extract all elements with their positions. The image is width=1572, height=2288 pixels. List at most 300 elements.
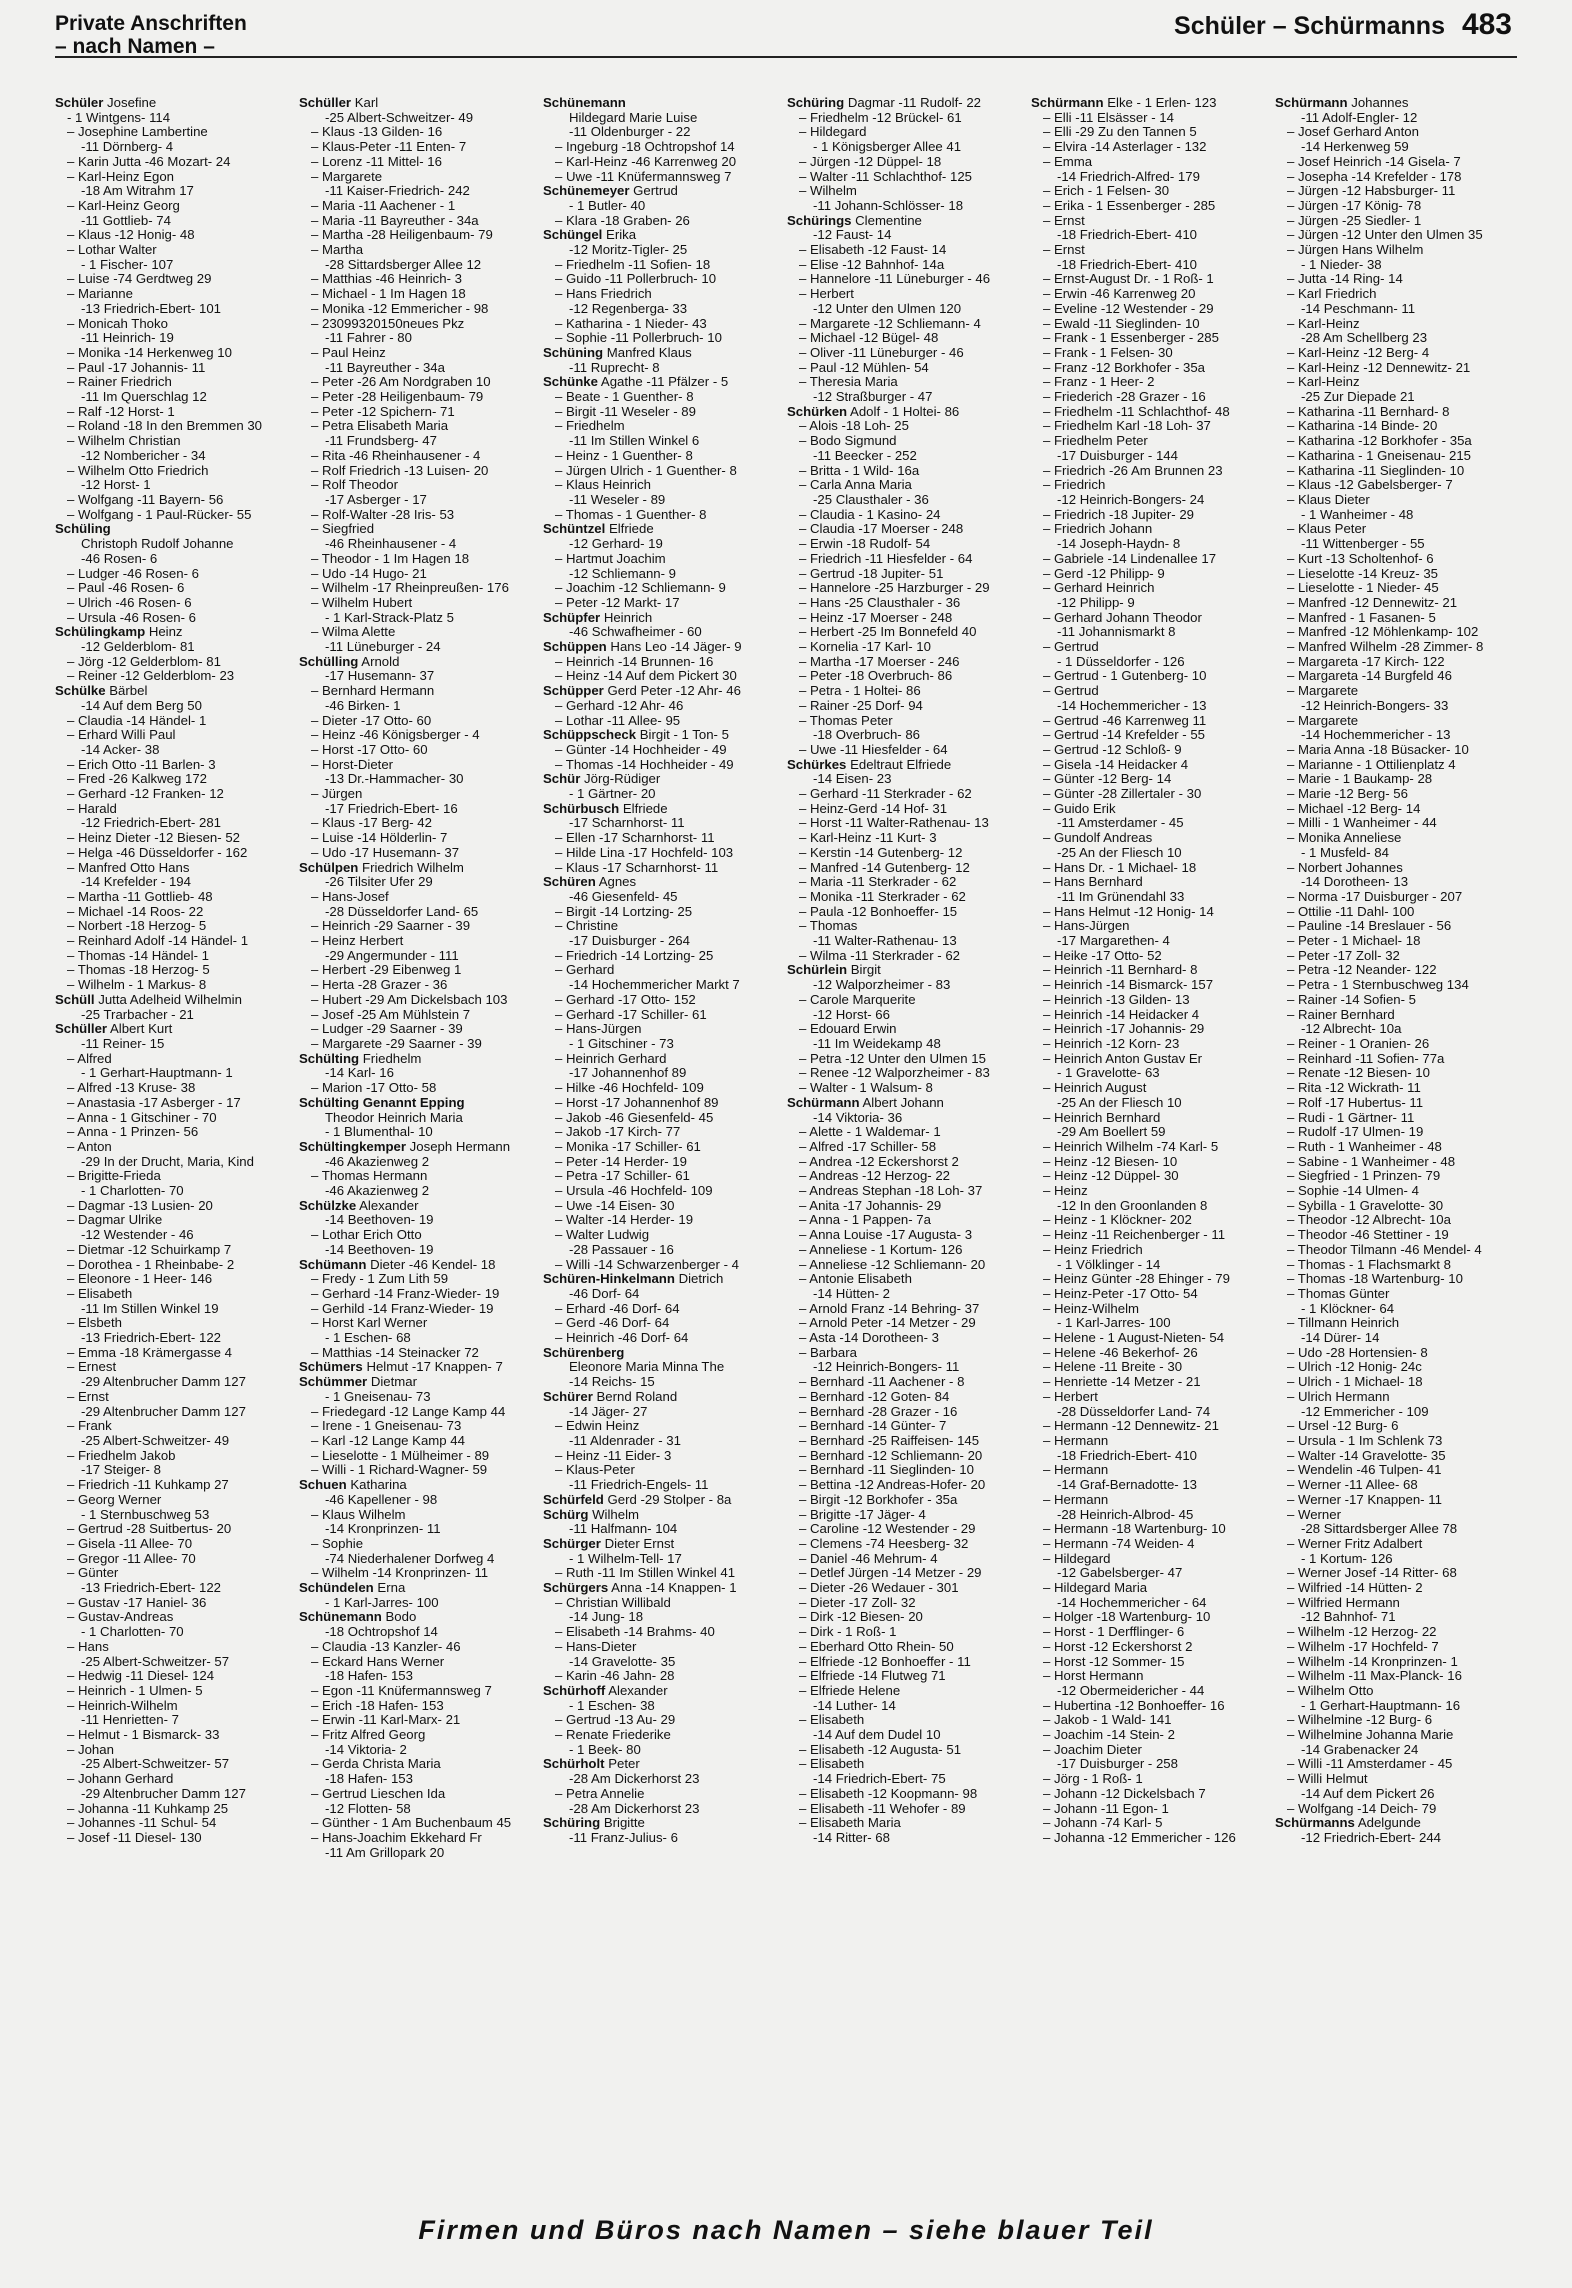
listing-line: – Gustav-Andreas [67,1609,174,1625]
address-line: -29 Altenbrucher Damm 127 [81,1374,246,1390]
listing-line: – Alette - 1 Waldemar- 1 [799,1124,941,1140]
address-line: -18 Friedrich-Ebert- 410 [1057,227,1197,243]
listing-line: – Roland -18 In den Bremmen 30 [67,418,262,434]
listing-line: – Hermann -18 Wartenburg- 10 [1043,1521,1226,1537]
listing-line: – Friedrich -14 Lortzing- 25 [555,947,714,963]
listing-line: – Josef -11 Diesel- 130 [67,1829,202,1845]
listing-line: – Rainer -14 Sofien- 5 [1287,991,1417,1007]
address-line: -25 Albert-Schweitzer- 57 [81,1653,230,1669]
address-line: -28 Sittardsberger Allee 78 [1301,1521,1458,1537]
header-rule [55,56,1517,58]
surname: Schürgers [543,1580,609,1596]
listing-line: – Ulrich -12 Honig- 24c [1287,1359,1422,1375]
surname-entry [543,228,783,243]
address-line: -18 Hafen- 153 [325,1668,413,1684]
listing-line: – Johanna -11 Kuhkamp 25 [67,1800,229,1816]
listing-line: – Friedhelm Peter [1043,433,1148,449]
entry-text: Wilhelm [592,1506,639,1522]
listing-line: – Thomas Günter [1287,1285,1390,1301]
listing-line: – Gertrud -28 Suitbertus- 20 [67,1521,232,1537]
listing-line: – Monika -12 Emmericher - 98 [311,300,489,316]
surname-entry [543,1684,783,1699]
listing-line: – Rainer Friedrich [67,374,172,390]
entry-text: Bärbel [109,683,148,699]
listing-line: – Johann -11 Egon- 1 [1043,1800,1169,1816]
address-line: -46 Schwafheimer - 60 [569,624,702,640]
listing-line: – Norbert Johannes [1287,859,1403,875]
listing-line: – Jakob - 1 Wald- 141 [1043,1712,1172,1728]
address-line: - 1 Musfeld- 84 [1301,844,1389,860]
address-line: - 1 Karl-Jarres- 100 [1057,1315,1171,1331]
surname: Schürger [543,1535,601,1551]
address-line: -14 Hochemmericher - 13 [1301,727,1451,743]
entry-text: Erna [377,1580,406,1596]
listing-line: – Bernhard -12 Goten- 84 [799,1388,950,1404]
surname-entry [299,1052,539,1067]
listing-line: – Josepha -14 Krefelder - 178 [1287,168,1462,184]
listing-line: – Wilhelm -17 Rheinpreußen- 176 [311,580,509,596]
surname-entry [543,611,783,626]
listing-line: – Heinz -12 Biesen- 10 [1043,1153,1178,1169]
entry-text: Albert Johann [862,1094,944,1110]
listing-line: – Milli - 1 Wanheimer - 44 [1287,815,1437,831]
listing-line: – Anastasia -17 Asberger - 17 [67,1094,241,1110]
surname: Schür [543,771,581,787]
listing-line: – Erhard -46 Dorf- 64 [555,1300,680,1316]
listing-line: – Elli -29 Zu den Tannen 5 [1043,124,1197,140]
listing-line: – Klara -18 Graben- 26 [555,212,690,228]
listing-line: – Elisabeth -11 Wehofer - 89 [799,1800,966,1816]
surname: Schüngel [543,227,603,243]
entry-text: Joseph Hermann [409,1138,511,1154]
address-line: -14 Auf dem Berg 50 [81,697,202,713]
listing-line: – Hartmut Joachim [555,550,666,566]
listing-line: – Peter -12 Spichern- 71 [311,403,455,419]
address-line: -13 Friedrich-Ebert- 101 [81,300,221,316]
section-heading [55,12,247,58]
listing-line: – Wilfried Hermann [1287,1594,1400,1610]
address-line: -17 Johannenhof 89 [569,1065,687,1081]
listing-line: – Willi Helmut [1287,1771,1368,1787]
listing-line: – Gerhard -11 Sterkrader - 62 [799,786,972,802]
listing-line: – Georg Werner [67,1491,162,1507]
listing-line: – Ralf -12 Horst- 1 [67,403,175,419]
listing-line: – Bernhard -11 Aachener - 8 [799,1374,965,1390]
listing-line: – Karl-Heinz -46 Karrenweg 20 [555,153,737,169]
address-line: -12 In den Groonlanden 8 [1057,1197,1208,1213]
listing-line: – Renate Friederike [555,1727,671,1743]
page-number: 483 [1461,8,1512,41]
surname-entry [543,684,783,699]
listing-line: – Heinz -12 Düppel- 30 [1043,1168,1179,1184]
listing-line: – Wolfgang - 1 Paul-Rücker- 55 [67,506,252,522]
listing-line: – Wilhelm [799,183,857,199]
surname-entry [543,522,783,537]
listing-line: – Werner Josef -14 Ritter- 68 [1287,1565,1457,1581]
listing-line: – Maria -11 Bayreuther - 34a [311,212,479,228]
listing-line: – Jürgen -12 Düppel- 18 [799,153,942,169]
address-line: -17 Asberger - 17 [325,491,427,507]
surname-entry [543,1493,783,1508]
listing-line: – Dagmar -13 Lusien- 20 [67,1197,213,1213]
surname-entry [299,96,539,111]
listing-line: – Karl-Heinz [1287,315,1360,331]
listing-line: – Norbert -18 Herzog- 5 [67,918,207,934]
listing-line: – Elisabeth Maria [799,1815,901,1831]
entry-text: Karl [354,96,379,110]
listing-line: – Renate -12 Biesen- 10 [1287,1065,1430,1081]
listing-line: – Hans-Jürgen [555,1021,642,1037]
listing-line: – Hermann [1043,1491,1109,1507]
listing-line: – Kornelia -17 Karl- 10 [799,639,931,655]
listing-line: – Carla Anna Maria [799,477,912,493]
surname-entry [543,184,783,199]
surname: Schürken [787,403,848,419]
entry-text: Dieter Ernst [604,1535,675,1551]
surname: Schüll [55,991,95,1007]
address-line: -12 Heinrich-Bongers- 33 [1301,697,1449,713]
listing-line: – Anton [67,1138,112,1154]
listing-line: – Bernhard -25 Raiffeisen- 145 [799,1432,980,1448]
listing-line: – Ulrich - 1 Michael- 18 [1287,1374,1423,1390]
listing-line: – Elisabeth -12 Faust- 14 [799,242,947,258]
surname: Schürlein [787,962,848,978]
listing-line: – Anita -17 Johannis- 29 [799,1197,942,1213]
surname-entry [299,1360,539,1375]
listing-line: – Peter - 1 Michael- 18 [1287,933,1421,949]
address-line: -12 Horst- 66 [813,1006,890,1022]
listing-line: – Bettina -12 Andreas-Hofer- 20 [799,1477,986,1493]
address-line: - 1 Karl-Jarres- 100 [325,1594,439,1610]
address-line: -11 Aldenrader - 31 [569,1432,681,1448]
directory-column [787,96,1031,1860]
listing-line: – Friedhelm -11 Sofien- 18 [555,256,711,272]
listing-line: – Wilhelm -12 Herzog- 22 [1287,1624,1437,1640]
listing-line: – Wilma Alette [311,624,396,640]
address-line: -11 Ruprecht- 8 [569,359,660,375]
entry-text: Heinz [148,624,183,640]
listing-line: – Jutta -14 Ring- 14 [1287,271,1403,287]
entry-text: Dagmar -11 Rudolf- 22 [847,96,981,110]
listing-line: – Kerstin -14 Gutenberg- 12 [799,844,963,860]
surname: Schuen [299,1477,347,1493]
surname-entry [543,375,783,390]
surname: Schüppscheck [543,727,637,743]
listing-line: – Ursula - 1 Im Schlenk 73 [1287,1432,1443,1448]
address-line: -28 Heinrich-Albrod- 45 [1057,1506,1194,1522]
address-line: -17 Duisburger - 258 [1057,1756,1178,1772]
address-line: -14 Kronprinzen- 11 [325,1521,441,1537]
surname-entry [787,96,1027,111]
listing-line: – Dirk -12 Biesen- 20 [799,1609,923,1625]
listing-line: – Peter -18 Overbruch- 86 [799,668,953,684]
entry-text: Clementine [855,212,922,228]
surname-entry [787,1096,1027,1111]
address-line: -17 Steiger- 8 [81,1462,161,1478]
listing-line: – Manfred -12 Dennewitz- 21 [1287,594,1458,610]
listing-line: – Rainer -25 Dorf- 94 [799,697,923,713]
listing-line: – Ingeburg -18 Ochtropshof 14 [555,139,735,155]
listing-line: – Elfriede -12 Bonhoeffer - 11 [799,1653,971,1669]
listing-line: – Erika - 1 Essenberger - 285 [1043,197,1216,213]
listing-line: – Willi - 1 Richard-Wagner- 59 [311,1462,488,1478]
entry-text: Dietmar [370,1374,418,1390]
listing-line: – Jürgen -12 Habsburger- 11 [1287,183,1456,199]
listing-line: – Helene -46 Bekerhof- 26 [1043,1344,1198,1360]
address-line: -14 Eisen- 23 [813,771,892,787]
address-line: -11 Fahrer - 80 [325,330,412,346]
address-line: -12 Friedrich-Ebert- 244 [1301,1829,1441,1845]
listing-line: – Fredy - 1 Zum Lith 59 [311,1271,449,1287]
listing-line: – Christian Willibald [555,1594,671,1610]
listing-line: – Dieter -17 Zoll- 32 [799,1594,916,1610]
listing-line: – Wolfgang -14 Deich- 79 [1287,1800,1437,1816]
address-line: -12 Heinrich-Bongers- 11 [813,1359,960,1375]
listing-line: – Gerhild -14 Franz-Wieder- 19 [311,1300,494,1316]
address-line: -46 Akazienweg 2 [325,1183,430,1199]
address-line: -28 Passauer - 16 [569,1241,674,1257]
listing-line: – Guido Erik [1043,800,1116,816]
address-line: Hildegard Marie Luise [569,109,698,125]
surname: Schünemann [543,96,626,110]
listing-line: – Anna Louise -17 Augusta- 3 [799,1227,973,1243]
address-line: - 1 Butler- 40 [569,197,646,213]
listing-line: – Klaus Peter [1287,521,1367,537]
surname: Schürmanns [1275,1815,1355,1831]
listing-line: – Anneliese - 1 Kortum- 126 [799,1241,963,1257]
address-line: - 1 Wanheimer - 48 [1301,506,1414,522]
address-line: - 1 Klöckner- 64 [1301,1300,1395,1316]
listing-line: – Anna - 1 Prinzen- 56 [67,1124,199,1140]
surname: Schüpfer [543,609,601,625]
listing-line: – Jürgen -25 Siedler- 1 [1287,212,1422,228]
listing-line: – Martha -28 Heiligenbaum- 79 [311,227,493,243]
entry-text: Dietrich [678,1271,724,1287]
surname: Schürings [787,212,852,228]
listing-line: – Friedhelm [555,418,625,434]
listing-line: – Hildegard Maria [1043,1580,1148,1596]
listing-line: – Peter -12 Markt- 17 [555,594,680,610]
listing-line: – Maria -11 Aachener - 1 [311,197,456,213]
listing-line: – Horst - 1 Derfflinger- 6 [1043,1624,1185,1640]
listing-line: – Rolf -17 Hubertus- 11 [1287,1094,1424,1110]
listing-line: – Willi -11 Amsterdamer - 45 [1287,1756,1453,1772]
address-line: -46 Birken- 1 [325,697,401,713]
address-line: -11 Henrietten- 7 [81,1712,179,1728]
address-line: -12 Gelderblom- 81 [81,639,195,655]
surname: Schüntzel [543,521,606,537]
listing-line: – Gertrud Lieschen Ida [311,1785,446,1801]
surname-entry [543,346,783,361]
surname-entry [1031,96,1271,111]
address-line: -46 Akazienweg 2 [325,1153,430,1169]
listing-line: – Christine [555,918,619,934]
listing-line: – Lorenz -11 Mittel- 16 [311,153,442,169]
listing-line: – Katharina -11 Sieglinden- 10 [1287,462,1465,478]
address-line: -12 Obermeidericher - 44 [1057,1682,1205,1698]
directory-column [55,96,299,1860]
address-line: - 1 Gneisenau- 73 [325,1388,431,1404]
entry-text: Katharina [350,1477,407,1493]
listing-line: – Helene -11 Breite - 30 [1043,1359,1183,1375]
address-line: -11 Am Grillopark 20 [325,1844,445,1860]
address-line: -14 Krefelder - 194 [81,874,191,890]
entry-text: Peter [608,1756,640,1772]
listing-line: – Gertrud -14 Krefelder - 55 [1043,727,1205,743]
listing-line: – Gisela -11 Allee- 70 [67,1535,193,1551]
listing-line: – Jürgen Hans Wilhelm [1287,242,1424,258]
listing-line: – Walter - 1 Walsum- 8 [799,1080,933,1096]
listing-line: – Britta - 1 Wild- 16a [799,462,920,478]
address-line: -12 Gabelsberger- 47 [1057,1565,1183,1581]
listing-line: – Bernhard Hermann [311,683,435,699]
listing-line: – Klaus -12 Gabelsberger- 7 [1287,477,1453,493]
listing-line: – Thomas - 1 Guenther- 8 [555,506,707,522]
listing-line: – Elisabeth [67,1285,133,1301]
listing-line: – Michael -12 Berg- 14 [1287,800,1421,816]
listing-line: – Helene - 1 August-Nieten- 54 [1043,1330,1225,1346]
address-line: -46 Rheinhausener - 4 [325,536,457,552]
address-line: -11 Reiner- 15 [81,1036,165,1051]
surname-entry [543,802,783,817]
listing-line: – Gertrud [1043,683,1099,699]
listing-line: – Erhard Willi Paul [67,727,176,743]
address-line: - 1 Wilhelm-Tell- 17 [569,1550,682,1566]
listing-line: – Hans Dr. - 1 Michael- 18 [1043,859,1197,875]
address-line: -12 Schliemann- 9 [569,565,677,581]
listing-line: – Gerhard Heinrich [1043,580,1155,596]
listing-line: – Gertrud [1043,639,1099,655]
listing-line: – Andrea -12 Eckershorst 2 [799,1153,959,1169]
page-header [1174,8,1512,42]
listing-line: – Rolf Friedrich -13 Luisen- 20 [311,462,489,478]
address-line: -25 Trarbacher - 21 [81,1006,194,1022]
listing-line: – Heinrich August [1043,1080,1147,1096]
listing-line: – Friedhelm -11 Schlachthof- 48 [1043,403,1230,419]
listing-line: – Birgit -11 Weseler - 89 [555,403,696,419]
listing-line: – Martha -17 Moerser - 246 [799,653,960,669]
surname-entry [543,1508,783,1523]
address-line: -12 Friedrich-Ebert- 281 [81,815,221,831]
listing-line: – Heinz [1043,1183,1088,1199]
listing-line: – Hedwig -11 Diesel- 124 [67,1668,215,1684]
listing-line: – Henriette -14 Metzer - 21 [1043,1374,1201,1390]
entry-text: Alexander [608,1682,668,1698]
section-heading-line2: – nach Namen – [55,35,215,58]
surname: Schüppen [543,639,607,655]
listing-line: – Thomas -18 Herzog- 5 [67,962,210,978]
listing-line: – Hans Helmut -12 Honig- 14 [1043,903,1214,919]
address-line: -14 Jäger- 27 [569,1403,648,1419]
listing-line: – Werner [1287,1506,1341,1522]
listing-line: – Horst -11 Walter-Rathenau- 13 [799,815,989,831]
listing-line: – Monika Anneliese [1287,830,1402,846]
listing-line: – Katharina -14 Binde- 20 [1287,418,1438,434]
listing-line: – Heinz -17 Moerser - 248 [799,609,953,625]
listing-line: – Alois -18 Loh- 25 [799,418,909,434]
surname: Schülting Genannt Epping [299,1094,465,1110]
listing-line: – Andreas Stephan -18 Loh- 37 [799,1183,983,1199]
listing-line: – Gerd -12 Philipp- 9 [1043,565,1165,581]
listing-line: – Elisabeth -14 Brahms- 40 [555,1624,715,1640]
surname-entry [299,1375,539,1390]
listing-line: – Hildegard [1043,1550,1111,1566]
listing-line: – Karl-Heinz -12 Berg- 4 [1287,344,1430,360]
surname-entry [55,993,295,1008]
address-line: -11 Im Stillen Winkel 6 [569,433,700,449]
surname: Schümann [299,1256,367,1272]
listing-line: – Horst -17 Johannenhof 89 [555,1094,719,1110]
listing-line: – Theodor - 1 Im Hagen 18 [311,550,470,566]
listing-line: – Hans-Jürgen [1043,918,1130,934]
surname-entry [55,684,295,699]
listing-line: – Hilke -46 Hochfeld- 109 [555,1080,704,1096]
surname: Schüring [543,1815,601,1831]
listing-line: – Friedrich [1043,477,1106,493]
listing-line: – Ulrich Hermann [1287,1388,1390,1404]
listing-line: – Theodor -46 Stettiner - 19 [1287,1227,1449,1243]
address-line: - 1 Sternbuschweg 53 [81,1506,210,1522]
listing-line: – Walter -14 Gravelotte- 35 [1287,1447,1446,1463]
listing-line: – Claudia -14 Händel- 1 [67,712,207,728]
listing-line: – Detlef Jürgen -14 Metzer - 29 [799,1565,982,1581]
listing-line: – Werner -17 Knappen- 11 [1287,1491,1442,1507]
listing-line: – Joachim Dieter [1043,1741,1142,1757]
address-line: -11 Weseler - 89 [569,491,666,507]
surname-entry [787,405,1027,420]
listing-line: – Bodo Sigmund [799,433,897,449]
address-line: -28 Am Dickerhorst 23 [569,1800,700,1816]
surname-entry [299,861,539,876]
listing-line: – 23099320150neues Pkz [311,315,465,331]
entry-text: Hans Leo -14 Jäger- 9 [610,639,742,655]
listing-line: – Josef Gerhard Anton [1287,124,1419,140]
listing-line: – Walter Ludwig [555,1227,650,1243]
address-line: -11 Johannismarkt 8 [1057,624,1176,640]
address-line: - 1 Düsseldorfer - 126 [1057,653,1185,669]
listing-line: – Jörg - 1 Roß- 1 [1043,1771,1143,1787]
address-line: - 1 Gerhart-Hauptmann- 1 [81,1065,233,1081]
entry-text: Erika [606,227,637,243]
listing-line: – Hans Bernhard [1043,874,1143,890]
listing-line: – Ludger -29 Saarner - 39 [311,1021,463,1037]
listing-line: – Thomas -14 Hochheider - 49 [555,756,734,772]
listing-line: – Asta -14 Dorotheen- 3 [799,1330,940,1346]
listing-line: – Monicah Thoko [67,315,168,331]
listing-line: – Horst Karl Werner [311,1315,428,1331]
listing-line: – Alfred [67,1050,112,1066]
address-line: -14 Hochemmericher Markt 7 [569,977,740,993]
address-line: - 1 Gerhart-Hauptmann- 16 [1301,1697,1461,1713]
address-line: -12 Gerhard- 19 [569,536,663,552]
surname-entry [543,875,783,890]
listing-line: – Sophie [311,1535,364,1551]
listing-line: – Karl-Heinz -12 Dennewitz- 21 [1287,359,1471,375]
directory-column [1275,96,1519,1860]
listing-line: – Wilhelmine -12 Burg- 6 [1287,1712,1433,1728]
listing-line: – Monika -11 Sterkrader - 62 [799,888,966,904]
listing-line: – Horst -17 Otto- 60 [311,741,428,757]
listing-line: – Hans-Dieter [555,1638,637,1654]
listing-line: – Gerhard -12 Ahr- 46 [555,697,684,713]
listing-line: – Margarete -12 Schliemann- 4 [799,315,981,331]
listing-line: – Oliver -11 Lüneburger - 46 [799,344,964,360]
listing-line: – Peter -26 Am Nordgraben 10 [311,374,491,390]
address-line: - 1 Eschen- 38 [569,1697,655,1713]
listing-line: – Edwin Heinz [555,1418,640,1434]
surname: Schürmann [1031,96,1104,110]
entry-text: Alexander [359,1197,419,1213]
